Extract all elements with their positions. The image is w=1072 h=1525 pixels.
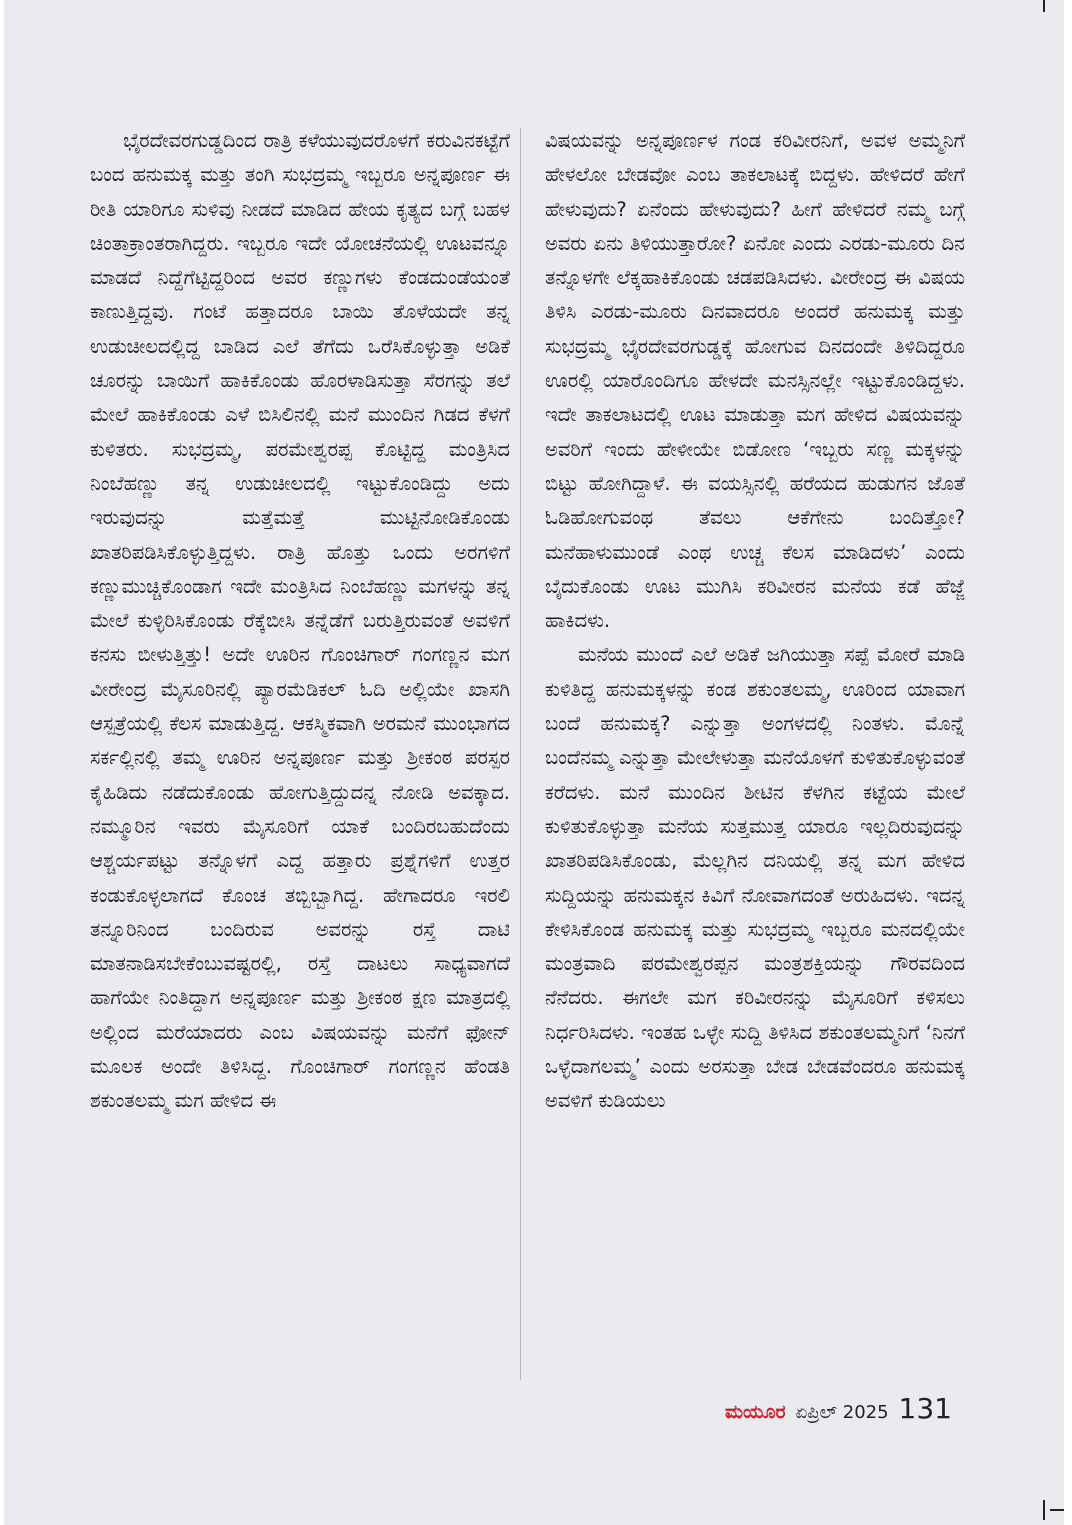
page-footer	[725, 1392, 952, 1425]
issue-date: ಏಪ್ರಿಲ್ 2025	[795, 1402, 889, 1423]
paragraph: ಮನೆಯ ಮುಂದೆ ಎಲೆ ಅಡಿಕೆ ಜಗಿಯುತ್ತಾ ಸಪ್ಪೆ ಮೋರೆ ಮಾಡಿ ಕುಳಿತಿದ್ದ ಹನುಮಕ್ಕಳನ್ನು ಕಂಡ ಶಕುಂತಲಮ್ಮ, ಊರಿಂದ ಯಾವಾಗ ಬಂದೆ ಹನುಮಕ್ಕ? ಎನ್ನುತ್ತಾ ಅಂಗಳದಲ್ಲಿ ನಿಂತಳು. ಮೊನ್ನೆ ಬಂದೆನಮ್ಮ ಎನ್ನುತ್ತಾ ಮೇಲೇಳುತ್ತಾ ಮನೆಯೊಳಗೆ ಕುಳಿತುಕೊಳ್ಳುವಂತೆ ಕರೆದಳು. ಮನೆ ಮುಂದಿನ ಶೀಟಿನ ಕೆಳಗಿನ ಕಟ್ಟೆಯ ಮೇಲೆ ಕುಳಿತುಕೊಳ್ಳುತ್ತಾ ಮನೆಯ ಸುತ್ತಮುತ್ತ ಯಾರೂ ಇಲ್ಲದಿರುವುದನ್ನು ಖಾತರಿಪಡಿಸಿಕೊಂಡು, ಮೆಲ್ಲಗಿನ ದನಿಯಲ್ಲಿ ತನ್ನ ಮಗ ಹೇಳಿದ ಸುದ್ದಿಯನ್ನು ಹನುಮಕ್ಕನ ಕಿವಿಗೆ ನೋವಾಗದಂತೆ ಅರುಹಿದಳು. ಇದನ್ನ ಕೇಳಿಸಿಕೊಂಡ ಹನುಮಕ್ಕ ಮತ್ತು ಸುಭದ್ರಮ್ಮ ಇಬ್ಬರೂ ಮನದಲ್ಲಿಯೇ ಮಂತ್ರವಾದಿ ಪರಮೇಶ್ವರಪ್ಪನ ಮಂತ್ರಶಕ್ತಿಯನ್ನು ಗೌರವದಿಂದ ನೆನೆದರು. ಈಗಲೇ ಮಗ ಕರಿವೀರನನ್ನು ಮೈಸೂರಿಗೆ ಕಳಿಸಲು ನಿರ್ಧರಿಸಿದಳು. ಇಂತಹ ಒಳ್ಳೇ ಸುದ್ದಿ ತಿಳಿಸಿದ ಶಕುಂತಲಮ್ಮನಿಗೆ ‘ನಿನಗೆ ಒಳ್ಳೆದಾಗಲಮ್ಮ’ ಎಂದು ಅರಸುತ್ತಾ ಬೇಡ ಬೇಡವೆಂದರೂ ಹನುಮಕ್ಕ ಅವಳಿಗೆ ಕುಡಿಯಲು	[545, 643, 965, 1113]
magazine-logo: ಮಯೂರ	[724, 1401, 786, 1423]
paragraph: ಭೈರದೇವರಗುಡ್ಡದಿಂದ ರಾತ್ರಿ ಕಳೆಯುವುದರೊಳಗೆ ಕರುವಿನಕಟ್ಟೆಗೆ ಬಂದ ಹನುಮಕ್ಕ ಮತ್ತು ತಂಗಿ ಸುಭದ್ರಮ್ಮ ಇಬ್ಬರೂ ಅನ್ನಪೂರ್ಣ ಈ ರೀತಿ ಯಾರಿಗೂ ಸುಳಿವು ನೀಡದೆ ಮಾಡಿದ ಹೇಯ ಕೃತ್ಯದ ಬಗ್ಗೆ ಬಹಳ ಚಿಂತಾಕ್ರಾಂತರಾಗಿದ್ದರು. ಇಬ್ಬರೂ ಇದೇ ಯೋಚನೆಯಲ್ಲಿ ಊಟವನ್ನೂ ಮಾಡದೆ ನಿದ್ದೆಗೆಟ್ಟಿದ್ದರಿಂದ ಅವರ ಕಣ್ಣುಗಳು ಕೆಂಡದುಂಡೆಯಂತೆ ಕಾಣುತ್ತಿದ್ದವು. ಗಂಟೆ ಹತ್ತಾದರೂ ಬಾಯಿ ತೊಳೆಯದೇ ತನ್ನ ಉಡುಚೀಲದಲ್ಲಿದ್ದ ಬಾಡಿದ ಎಲೆ ತೆಗೆದು ಒರೆಸಿಕೊಳ್ಳುತ್ತಾ ಅಡಿಕೆ ಚೂರನ್ನು ಬಾಯಿಗೆ ಹಾಕಿಕೊಂಡು ಹೊರಳಾಡಿಸುತ್ತಾ ಸೆರಗನ್ನು ತಲೆ ಮೇಲೆ ಹಾಕಿಕೊಂಡು ಎಳೆ ಬಿಸಿಲಿನಲ್ಲಿ ಮನೆ ಮುಂದಿನ ಗಿಡದ ಕೆಳಗೆ ಕುಳಿತರು. ಸುಭದ್ರಮ್ಮ, ಪರಮೇಶ್ವರಪ್ಪ ಕೊಟ್ಟಿದ್ದ ಮಂತ್ರಿಸಿದ ನಿಂಬೆಹಣ್ಣು ತನ್ನ ಉಡುಚೀಲದಲ್ಲಿ ಇಟ್ಟುಕೊಂಡಿದ್ದು ಅದು ಇರುವುದನ್ನು ಮತ್ತೆಮತ್ತೆ ಮುಟ್ಟಿನೋಡಿಕೊಂಡು ಖಾತರಿಪಡಿಸಿಕೊಳ್ಳುತ್ತಿದ್ದಳು. ರಾತ್ರಿ ಹೊತ್ತು ಒಂದು ಅರಗಳಿಗೆ ಕಣ್ಣುಮುಚ್ಚಿಕೊಂಡಾಗ ಇದೇ ಮಂತ್ರಿಸಿದ ನಿಂಬೆಹಣ್ಣು ಮಗಳನ್ನು ತನ್ನ ಮೇಲೆ ಕುಳ್ಳಿರಿಸಿಕೊಂಡು ರೆಕ್ಕೆಬೀಸಿ ತನ್ನೆಡೆಗೆ ಬರುತ್ತಿರುವಂತೆ ಅವಳಿಗೆ ಕನಸು ಬೀಳುತ್ತಿತ್ತು! ಅದೇ ಊರಿನ ಗೊಂಚಿಗಾರ್ ಗಂಗಣ್ಣನ ಮಗ ವೀರೇಂದ್ರ ಮೈಸೂರಿನಲ್ಲಿ ಪ್ಯಾರಮೆಡಿಕಲ್ ಓದಿ ಅಲ್ಲಿಯೇ ಖಾಸಗಿ ಆಸ್ಪತ್ರೆಯಲ್ಲಿ ಕೆಲಸ ಮಾಡುತ್ತಿದ್ದ. ಆಕಸ್ಮಿಕವಾಗಿ ಅರಮನೆ ಮುಂಭಾಗದ ಸರ್ಕಲ್ಲಿನಲ್ಲಿ ತಮ್ಮ ಊರಿನ ಅನ್ನಪೂರ್ಣ ಮತ್ತು ಶ್ರೀಕಂಠ ಪರಸ್ಪರ ಕೈಹಿಡಿದು ನಡೆದುಕೊಂಡು ಹೋಗುತ್ತಿದ್ದುದನ್ನ ನೋಡಿ ಅವಕ್ಕಾದ. ನಮ್ಮೂರಿನ ಇವರು ಮೈಸೂರಿಗೆ ಯಾಕೆ ಬಂದಿರಬಹುದೆಂದು ಆಶ್ಚರ್ಯಪಟ್ಟು ತನ್ನೊಳಗೆ ಎದ್ದ ಹತ್ತಾರು ಪ್ರಶ್ನೆಗಳಿಗೆ ಉತ್ತರ ಕಂಡುಕೊಳ್ಳಲಾಗದೆ ಕೊಂಚ ತಬ್ಬಿಬ್ಬಾಗಿದ್ದ. ಹೇಗಾದರೂ ಇರಲಿ ತನ್ನೂರಿನಿಂದ ಬಂದಿರುವ ಅವರನ್ನು ರಸ್ತೆ ದಾಟಿ ಮಾತನಾಡಿಸಬೇಕೆಂಬುವಷ್ಟರಲ್ಲಿ, ರಸ್ತೆ ದಾಟಲು ಸಾಧ್ಯವಾಗದೆ ಹಾಗೆಯೇ ನಿಂತಿದ್ದಾಗ ಅನ್ನಪೂರ್ಣ ಮತ್ತು ಶ್ರೀಕಂಠ ಕ್ಷಣ ಮಾತ್ರದಲ್ಲಿ ಅಲ್ಲಿಂದ ಮರೆಯಾದರು ಎಂಬ ವಿಷಯವನ್ನು ಮನೆಗೆ ಫೋನ್ ಮೂಲಕ ಅಂದೇ ತಿಳಿಸಿದ್ದ. ಗೊಂಚಿಗಾರ್ ಗಂಗಣ್ಣನ ಹೆಂಡತಿ ಶಕುಂತಲಮ್ಮ ಮಗ ಹೇಳಿದ ಈ	[90, 129, 510, 1113]
magazine-page	[4, 0, 1064, 1525]
page-number: 131	[898, 1392, 952, 1425]
paragraph: ವಿಷಯವನ್ನು ಅನ್ನಪೂರ್ಣಳ ಗಂಡ ಕರಿವೀರನಿಗೆ, ಅವಳ ಅಮ್ಮನಿಗೆ ಹೇಳಲೋ ಬೇಡವೋ ಎಂಬ ತಾಕಲಾಟಕ್ಕೆ ಬಿದ್ದಳು. ಹೇಳಿದರೆ ಹೇಗೆ ಹೇಳುವುದು? ಏನೆಂದು ಹೇಳುವುದು? ಹೀಗೆ ಹೇಳಿದರೆ ನಮ್ಮ ಬಗ್ಗೆ ಅವರು ಏನು ತಿಳಿಯುತ್ತಾರೋ? ಏನೋ ಎಂದು ಎರಡು-ಮೂರು ದಿನ ತನ್ನೊಳಗೇ ಲೆಕ್ಕಹಾಕಿಕೊಂಡು ಚಡಪಡಿಸಿದಳು. ವೀರೇಂದ್ರ ಈ ವಿಷಯ ತಿಳಿಸಿ ಎರಡು-ಮೂರು ದಿನವಾದರೂ ಅಂದರೆ ಹನುಮಕ್ಕ ಮತ್ತು ಸುಭದ್ರಮ್ಮ ಭೈರದೇವರಗುಡ್ಡಕ್ಕೆ ಹೋಗುವ ದಿನದಂದೇ ತಿಳಿದಿದ್ದರೂ ಊರಲ್ಲಿ ಯಾರೊಂದಿಗೂ ಹೇಳದೇ ಮನಸ್ಸಿನಲ್ಲೇ ಇಟ್ಟುಕೊಂಡಿದ್ದಳು. ಇದೇ ತಾಕಲಾಟದಲ್ಲಿ ಊಟ ಮಾಡುತ್ತಾ ಮಗ ಹೇಳಿದ ವಿಷಯವನ್ನು ಅವರಿಗೆ ಇಂದು ಹೇಳೀಯೇ ಬಿಡೋಣ ‘ಇಬ್ಬರು ಸಣ್ಣ ಮಕ್ಕಳನ್ನು ಬಿಟ್ಟು ಹೋಗಿದ್ದಾಳೆ. ಈ ವಯಸ್ಸಿನಲ್ಲಿ ಹರೆಯದ ಹುಡುಗನ ಜೊತೆ ಓಡಿಹೋಗುವಂಥ ತೆವಲು ಆಕೆಗೇನು ಬಂದಿತ್ತೋ? ಮನೆಹಾಳುಮುಂಡೆ ಎಂಥ ಉಚ್ಚ ಕೆಲಸ ಮಾಡಿದಳು’ ಎಂದು ಬೈದುಕೊಂಡು ಊಟ ಮುಗಿಸಿ ಕರಿವೀರನ ಮನೆಯ ಕಡೆ ಹೆಜ್ಜೆ ಹಾಕಿದಳು.	[545, 129, 965, 633]
left-column	[90, 124, 510, 1119]
right-column	[545, 124, 965, 1119]
crop-mark-bottom-h	[1050, 1509, 1064, 1511]
crop-mark-bottom	[1043, 1500, 1045, 1520]
column-divider	[520, 128, 521, 1380]
crop-mark-top	[1043, 0, 1045, 12]
